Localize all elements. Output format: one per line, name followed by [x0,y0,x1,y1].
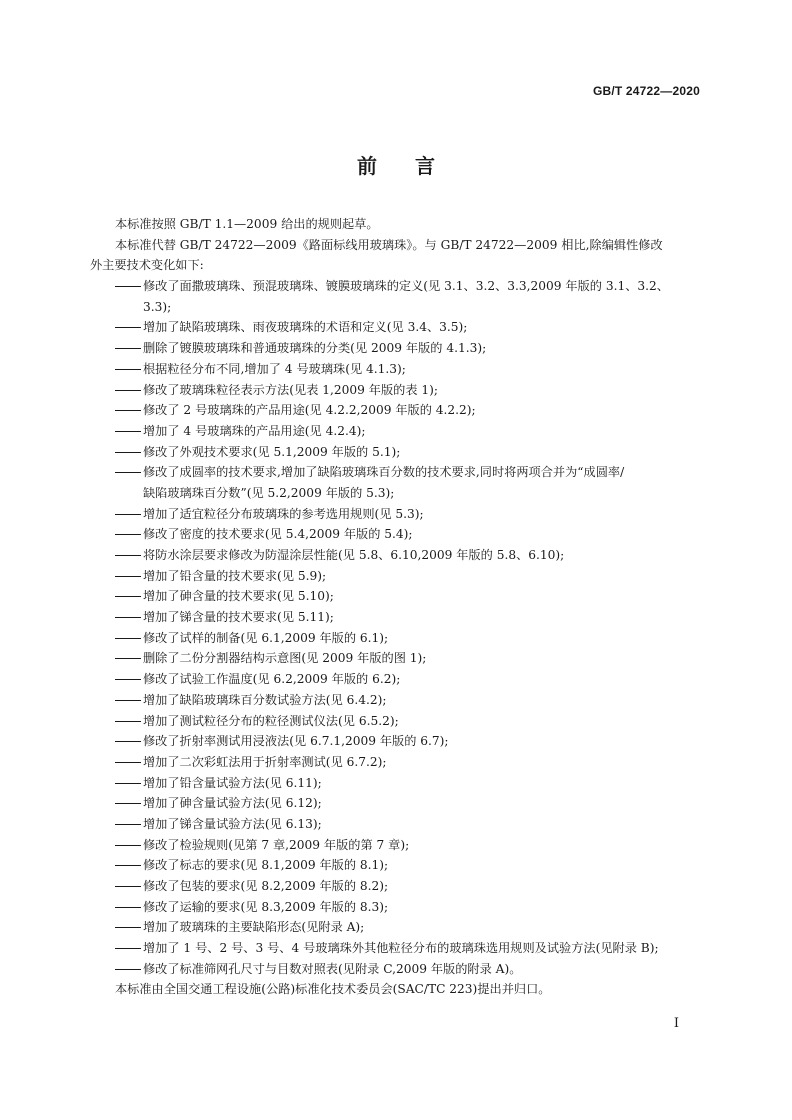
change-text: 修改了试样的制备(见 6.1,2009 年版的 6.1); [143,630,389,645]
change-item [90,917,710,938]
em-dash-marker [115,814,143,835]
change-item [90,628,710,649]
change-item [90,442,710,463]
change-text: 增加了 1 号、2 号、3 号、4 号玻璃珠外其他粒径分布的玻璃珠选用规则及试验方法(见附录 B); [143,941,659,956]
change-item [90,400,710,421]
change-item [90,773,710,794]
change-item [90,669,710,690]
change-text: 修改了检验规则(见第 7 章,2009 年版的第 7 章); [143,837,410,852]
change-item [90,814,710,835]
change-item [90,855,710,876]
change-text: 修改了 2 号玻璃珠的产品用途(见 4.2.2,2009 年版的 4.2.2); [143,403,476,418]
em-dash-marker [115,690,143,711]
change-text: 增加了缺陷玻璃珠百分数试验方法(见 6.4.2); [143,692,387,707]
change-text: 修改了试验工作温度(见 6.2,2009 年版的 6.2); [143,672,401,687]
em-dash-marker [115,897,143,918]
change-text: 增加了砷含量试验方法(见 6.12); [143,796,322,811]
change-text: 修改了标志的要求(见 8.1,2009 年版的 8.1); [143,858,389,873]
change-item [90,359,710,380]
change-item [90,338,710,359]
em-dash-marker [115,359,143,380]
change-text: 修改了密度的技术要求(见 5.4,2009 年版的 5.4); [143,527,413,542]
change-item [90,876,710,897]
change-text: 修改了运输的要求(见 8.3,2009 年版的 8.3); [143,899,389,914]
em-dash-marker [115,959,143,980]
em-dash-marker [115,628,143,649]
em-dash-marker [115,421,143,442]
change-text: 增加了缺陷玻璃珠、雨夜玻璃珠的术语和定义(见 3.4、3.5); [143,320,468,335]
change-text: 删除了二份分割器结构示意图(见 2009 年版的图 1); [143,651,427,666]
page-title: 前言 [357,154,473,178]
change-text: 修改了面撒玻璃珠、预混玻璃珠、镀膜玻璃珠的定义(见 3.1、3.2、3.3,2009 年版的 3.1、3.2、 [143,279,669,294]
em-dash-marker [115,586,143,607]
change-item [90,462,710,503]
change-item [90,607,710,628]
change-item [90,504,710,525]
change-item [90,793,710,814]
change-item [90,731,710,752]
em-dash-marker [115,442,143,463]
change-text: 修改了成圆率的技术要求,增加了缺陷玻璃珠百分数的技术要求,同时将两项合并为“成圆率/ [143,465,625,480]
change-text: 修改了外观技术要求(见 5.1,2009 年版的 5.1); [143,444,401,459]
change-text: 修改了标准筛网孔尺寸与目数对照表(见附录 C,2009 年版的附录 A)。 [143,961,522,976]
change-text: 修改了包装的要求(见 8.2,2009 年版的 8.2); [143,879,389,893]
change-text: 增加了适宜粒径分布玻璃珠的参考选用规则(见 5.3); [143,506,424,521]
em-dash-marker [115,607,143,628]
change-text: 增加了铅含量试验方法(见 6.11); [143,775,322,790]
em-dash-marker [115,400,143,421]
change-text: 删除了镀膜玻璃珠和普通玻璃珠的分类(见 2009 年版的 4.1.3); [143,341,487,356]
changes-list [90,276,710,979]
em-dash-marker [115,835,143,856]
em-dash-marker [115,338,143,359]
change-text: 根据粒径分布不同,增加了 4 号玻璃珠(见 4.1.3); [143,361,406,376]
change-item [90,959,710,980]
em-dash-marker [115,752,143,773]
change-item [90,586,710,607]
change-text: 增加了测试粒径分布的粒径测试仪法(见 6.5.2); [143,713,399,728]
change-item [90,524,710,545]
closing-statement: 本标准由全国交通工程设施(公路)标准化技术委员会(SAC/TC 223)提出并归口。 [115,982,551,997]
em-dash-marker [115,380,143,401]
change-item [90,690,710,711]
standard-number: GB/T 24722—2020 [592,84,700,98]
em-dash-marker [115,731,143,752]
change-item [90,752,710,773]
change-text: 修改了折射率测试用浸液法(见 6.7.1,2009 年版的 6.7); [143,734,449,749]
em-dash-marker [115,793,143,814]
change-item [90,835,710,856]
change-text: 增加了锑含量试验方法(见 6.13); [143,816,322,831]
change-item [90,938,710,959]
change-item [90,317,710,338]
change-text: 增加了铅含量的技术要求(见 5.9); [143,568,327,583]
change-item [90,276,710,317]
document-body [90,214,710,1000]
em-dash-marker [115,648,143,669]
em-dash-marker [115,855,143,876]
em-dash-marker [115,773,143,794]
change-item [90,566,710,587]
change-text: 增加了 4 号玻璃珠的产品用途(见 4.2.4); [143,423,366,438]
em-dash-marker [115,917,143,938]
change-item [90,421,710,442]
em-dash-marker [115,524,143,545]
intro-line-3: 外主要技术变化如下: [90,258,204,273]
em-dash-marker [115,876,143,897]
em-dash-marker [115,669,143,690]
change-text: 增加了玻璃珠的主要缺陷形态(见附录 A); [143,920,365,935]
change-item [90,711,710,732]
change-text: 增加了砷含量的技术要求(见 5.10); [143,589,334,604]
em-dash-marker [115,276,143,297]
em-dash-marker [115,938,143,959]
change-text: 将防水涂层要求修改为防湿涂层性能(见 5.8、6.10,2009 年版的 5.8、6.10); [143,548,565,562]
change-text: 修改了玻璃珠粒径表示方法(见表 1,2009 年版的表 1); [143,382,439,397]
intro-line-2: 本标准代替 GB/T 24722—2009《路面标线用玻璃珠》。与 GB/T 24722—2009 相比,除编辑性修改 [115,237,663,252]
em-dash-marker [115,317,143,338]
change-text: 增加了二次彩虹法用于折射率测试(见 6.7.2); [143,754,387,769]
change-item [90,897,710,918]
change-item [90,380,710,401]
em-dash-marker [115,504,143,525]
change-text: 增加了锑含量的技术要求(见 5.11); [143,610,334,625]
change-text-continued: 缺陷玻璃珠百分数”(见 5.2,2009 年版的 5.3); [143,485,395,500]
page-number: I [673,1016,679,1031]
intro-line-1: 本标准按照 GB/T 1.1—2009 给出的规则起草。 [115,217,379,231]
em-dash-marker [115,462,143,483]
em-dash-marker [115,545,143,566]
change-text-continued: 3.3); [143,299,172,314]
em-dash-marker [115,711,143,732]
change-item [90,648,710,669]
change-item [90,545,710,566]
em-dash-marker [115,566,143,587]
